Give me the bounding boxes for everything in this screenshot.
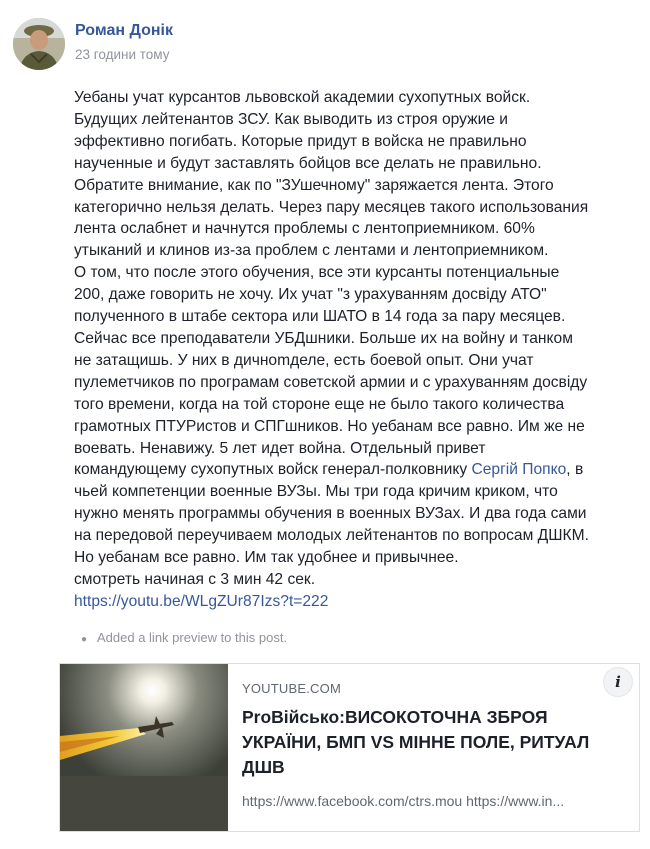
post-text-line: воевать. Ненавижу. 5 лет идет война. Отдельный привет: [74, 439, 486, 457]
preview-note-text: Added a link preview to this post.: [97, 630, 288, 645]
thumbnail-image: [60, 664, 228, 831]
avatar[interactable]: [13, 18, 65, 70]
post-text-line: того времени, когда на той стороне еще не было такого количества: [74, 395, 565, 413]
card-title[interactable]: ProВійсько:ВИСОКОТОЧНА ЗБРОЯ УКРАЇНИ, БМП VS МІННЕ ПОЛЕ, РИТУАЛ ДШВ: [242, 707, 590, 777]
post-text-line: [74, 459, 644, 481]
text-segment: , в: [566, 461, 584, 479]
post-text-line: Будущих лейтенантов ЗСУ. Как выводить из строя оружие и: [74, 110, 508, 128]
post-text-line: эффективно погибать. Которые придут в войска не правильно: [74, 132, 527, 150]
post-text-line: Обратите внимание, как по "ЗУшечному" заряжается лента. Этого: [74, 176, 554, 194]
post-text-line: наученные и будут заставлять бойцов все делать не правильно.: [74, 154, 542, 172]
post-timestamp[interactable]: 23 години тому: [75, 47, 170, 62]
post-body: [74, 87, 644, 613]
post-text-line: 200, даже говорить не хочу. Их учат "з урахуванням досвіду АТО": [74, 286, 547, 304]
post-text-line: лента ослабнет и начнутся проблемы с лентоприемником. 60%: [74, 220, 535, 238]
post-text-line: смотреть начиная с 3 мин 42 сек.: [74, 570, 316, 588]
post-text-block: [74, 481, 644, 591]
post-text-line: категорично нельзя делать. Через пару месяцев такого использования: [74, 198, 589, 216]
preview-note: [81, 630, 287, 645]
post-text-line: на передовой переучиваем молодых лейтенантов по вопросам ДШКМ.: [74, 527, 589, 545]
post-text-line: утыканий и клинов из-за проблем с лентами и лентоприемником.: [74, 242, 549, 260]
post-text-line: нужно менять программы обучения в военных ВУЗах. И два года сами: [74, 505, 587, 523]
card-description: https://www.facebook.com/ctrs.mou https://www.in...: [242, 793, 565, 809]
link-preview-card[interactable]: [59, 663, 640, 832]
post-text-line: О том, что после этого обучения, все эти курсанты потенциальные: [74, 264, 560, 282]
author-name[interactable]: Роман Донік: [75, 22, 173, 39]
post-text-line: грамотных ПТУРистов и СПГшников. Но уебанам все равно. Им же не: [74, 417, 585, 435]
post-text-line: чьей компетенции военные ВУЗы. Мы три года кричим криком, что: [74, 483, 558, 501]
info-icon[interactable]: i: [603, 667, 633, 697]
text-segment: командующему сухопутных войск генерал-полковнику: [74, 461, 472, 479]
post-text-line: Но уебанам все равно. Им так удобнее и привычнее.: [74, 549, 459, 567]
post-text-line: Сейчас все преподаватели УБДшники. Больше их на войну и танком: [74, 329, 573, 347]
bullet-icon: ●: [81, 634, 88, 645]
card-info[interactable]: [242, 681, 627, 809]
post-text-line: не затащишь. У них в дичноmделе, есть боевой опыт. Они учат: [74, 351, 534, 369]
video-link[interactable]: https://youtu.be/WLgZUr87Izs?t=222: [74, 592, 329, 610]
mention-link[interactable]: Сергій Попко: [471, 461, 567, 479]
post-text-line: Уебаны учат курсантов львовской академии сухопутных войск.: [74, 89, 531, 106]
post-text-line: пулеметчиков по програмам советской армии и с урахуванням досвіду: [74, 373, 588, 391]
card-domain: YOUTUBE.COM: [242, 681, 341, 696]
avatar-photo: [13, 18, 65, 70]
post-text-block: [74, 87, 644, 459]
video-thumbnail[interactable]: [60, 664, 228, 831]
post-text-line: полученного в штабе сектора или ШАТО в 14 года за пару месяцев.: [74, 308, 566, 326]
